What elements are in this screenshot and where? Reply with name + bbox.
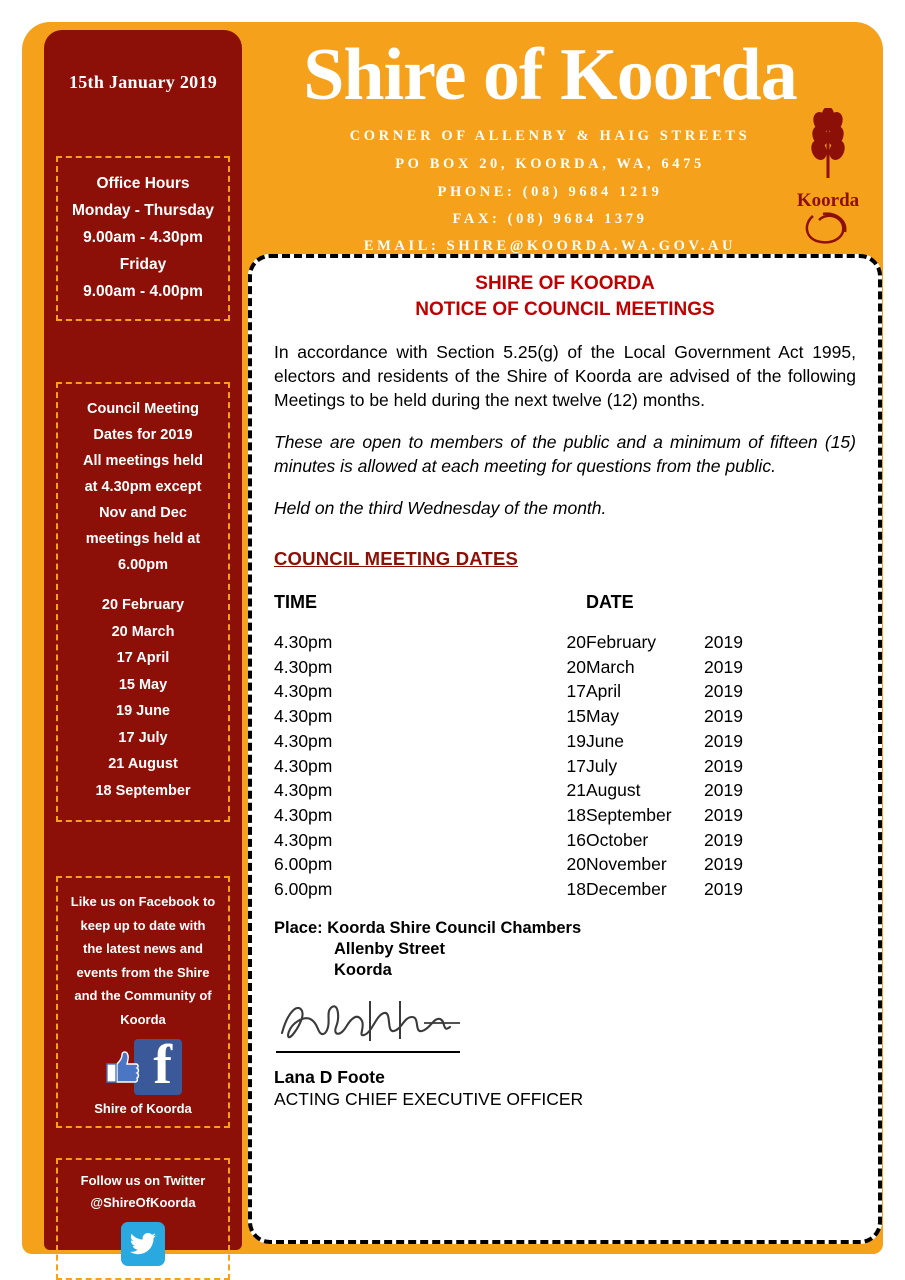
cell-day: 16 bbox=[566, 829, 586, 850]
masthead bbox=[250, 30, 883, 258]
cell-time: 4.30pm bbox=[274, 755, 333, 776]
notice-panel bbox=[248, 254, 882, 1244]
table-row bbox=[274, 704, 856, 729]
cell-month: July bbox=[586, 755, 618, 776]
table-row bbox=[274, 754, 856, 779]
table-row bbox=[274, 679, 856, 704]
facebook-text-line: and the Community of bbox=[74, 988, 212, 1003]
cell-month: March bbox=[586, 656, 635, 677]
cell-day: 19 bbox=[566, 730, 586, 751]
cell-time: 4.30pm bbox=[274, 829, 333, 850]
cell-year: 2019 bbox=[704, 755, 743, 776]
cell-year: 2019 bbox=[704, 879, 743, 900]
cell-year: 2019 bbox=[704, 632, 743, 652]
cell-day: 20 bbox=[566, 854, 586, 875]
cell-time: 6.00pm bbox=[274, 854, 333, 875]
svg-text:Koorda: Koorda bbox=[796, 190, 860, 211]
table-row bbox=[274, 655, 856, 680]
facebook-f-glyph: f bbox=[153, 1034, 172, 1096]
notice-paragraph-1: In accordance with Section 5.25(g) of the Local Government Act 1995, electors and residents of the Shire of Koorda are advised of the following Meetings to be held during the next twelve (12) months. bbox=[274, 342, 856, 410]
office-hours-line: Monday - Thursday bbox=[71, 202, 215, 219]
facebook-page-name: Shire of Koorda bbox=[94, 1101, 192, 1116]
cell-year: 2019 bbox=[704, 656, 743, 677]
office-hours-line: Friday bbox=[119, 256, 167, 273]
meeting-info-line: 6.00pm bbox=[118, 557, 168, 573]
sidebar-meeting-date: 20 February bbox=[101, 597, 185, 613]
cell-month: September bbox=[586, 804, 672, 825]
cell-month: October bbox=[586, 829, 649, 850]
cell-time: 4.30pm bbox=[274, 656, 333, 677]
column-header-date: DATE bbox=[586, 592, 634, 612]
cell-day: 20 bbox=[566, 632, 586, 652]
cell-year: 2019 bbox=[704, 681, 743, 702]
office-hours-line: Office Hours bbox=[96, 175, 190, 192]
phone-line: PHONE: (08) 9684 1219 bbox=[437, 184, 663, 200]
email-line: EMAIL: SHIRE@KOORDA.WA.GOV.AU bbox=[363, 238, 737, 254]
meeting-info-line: All meetings held bbox=[82, 453, 204, 469]
cell-month: February bbox=[586, 632, 657, 652]
signature-block bbox=[274, 993, 856, 1055]
sidebar-meeting-date: 19 June bbox=[116, 703, 170, 719]
cell-month: June bbox=[586, 730, 624, 751]
table-row bbox=[274, 729, 856, 754]
shire-logo bbox=[783, 108, 873, 248]
fax-line: FAX: (08) 9684 1379 bbox=[452, 211, 648, 227]
council-meeting-dates-box bbox=[56, 382, 230, 822]
page-title: Shire of Koorda bbox=[303, 34, 797, 116]
cell-time: 4.30pm bbox=[274, 780, 333, 801]
section-heading: COUNCIL MEETING DATES bbox=[274, 548, 519, 569]
cell-day: 18 bbox=[566, 804, 586, 825]
twitter-handle: @ShireOfKoorda bbox=[90, 1195, 196, 1210]
facebook-text-line: events from the Shire bbox=[76, 964, 210, 980]
place-line-2: Allenby Street bbox=[334, 939, 445, 958]
address-line-2: PO BOX 20, KOORDA, WA, 6475 bbox=[395, 156, 705, 172]
office-hours-line: 9.00am - 4.30pm bbox=[83, 229, 203, 246]
cell-time: 4.30pm bbox=[274, 681, 333, 702]
office-hours-box bbox=[56, 156, 230, 321]
wheat-sheaf-icon bbox=[783, 108, 873, 248]
column-header-time: TIME bbox=[274, 592, 317, 612]
cell-time: 4.30pm bbox=[274, 706, 333, 727]
notice-title-line-2: NOTICE OF COUNCIL MEETINGS bbox=[415, 299, 715, 320]
signature-rule bbox=[276, 1051, 460, 1053]
twitter-icon[interactable] bbox=[121, 1222, 165, 1266]
cell-time: 4.30pm bbox=[274, 632, 333, 652]
notice-title-line-1: SHIRE OF KOORDA bbox=[475, 273, 655, 294]
cell-year: 2019 bbox=[704, 829, 743, 850]
meeting-info-line: Council Meeting bbox=[87, 401, 199, 417]
signatory-name: Lana D Foote bbox=[274, 1066, 385, 1087]
sidebar-meeting-date: 20 March bbox=[111, 623, 175, 640]
thumbs-up-icon bbox=[106, 1051, 140, 1083]
sidebar-meeting-date: 18 September bbox=[95, 782, 191, 799]
cell-day: 17 bbox=[566, 681, 586, 702]
cell-month: November bbox=[586, 854, 667, 875]
issue-date: 15th January 2019 bbox=[68, 72, 218, 92]
cell-month: May bbox=[586, 706, 620, 727]
table-row bbox=[274, 828, 856, 853]
twitter-bird-icon bbox=[121, 1222, 165, 1266]
facebook-text-line: the latest news and bbox=[83, 941, 203, 956]
table-row bbox=[274, 852, 856, 877]
notice-paragraph-2: These are open to members of the public and a minimum of fifteen (15) minutes is allowed at each meeting for questions from the public. bbox=[274, 432, 856, 476]
facebook-icon[interactable] bbox=[104, 1034, 182, 1096]
table-column-headers bbox=[274, 592, 856, 616]
sidebar-meeting-date: 21 August bbox=[108, 756, 178, 772]
twitter-box bbox=[56, 1158, 230, 1280]
cell-month: August bbox=[586, 780, 641, 801]
sidebar-meeting-date: 17 April bbox=[116, 650, 170, 666]
handwritten-signature bbox=[274, 993, 474, 1051]
sidebar bbox=[44, 30, 242, 1250]
sidebar-meeting-date: 15 May bbox=[118, 676, 168, 693]
sidebar-meeting-date: 17 July bbox=[118, 729, 168, 746]
table-row bbox=[274, 877, 856, 902]
cell-time: 4.30pm bbox=[274, 730, 333, 751]
cell-year: 2019 bbox=[704, 804, 743, 825]
cell-month: December bbox=[586, 879, 667, 900]
meeting-info-line: Dates for 2019 bbox=[93, 427, 193, 443]
place-block bbox=[274, 918, 856, 981]
spacer bbox=[64, 578, 222, 592]
facebook-text-line: keep up to date with bbox=[80, 917, 206, 933]
cell-day: 20 bbox=[566, 656, 586, 677]
twitter-text-line: Follow us on Twitter bbox=[80, 1173, 206, 1188]
cell-day: 21 bbox=[566, 780, 586, 801]
place-line-3: Koorda bbox=[334, 960, 392, 979]
meeting-info-line: Nov and Dec bbox=[99, 505, 187, 521]
facebook-text-line: Like us on Facebook to bbox=[70, 894, 216, 909]
table-row bbox=[274, 630, 856, 655]
notice-paragraph-3: Held on the third Wednesday of the month. bbox=[274, 498, 607, 518]
cell-time: 6.00pm bbox=[274, 879, 333, 900]
cell-month: April bbox=[586, 681, 622, 702]
place-line-1: Place: Koorda Shire Council Chambers bbox=[274, 918, 582, 937]
facebook-text-line: Koorda bbox=[120, 1011, 166, 1027]
cell-day: 17 bbox=[566, 755, 586, 776]
meeting-info-line: meetings held at bbox=[85, 531, 201, 547]
office-hours-line: 9.00am - 4.00pm bbox=[83, 283, 203, 300]
cell-year: 2019 bbox=[704, 780, 743, 801]
meeting-info-line: at 4.30pm except bbox=[84, 479, 202, 495]
cell-year: 2019 bbox=[704, 730, 743, 751]
meeting-dates-table bbox=[274, 630, 856, 902]
cell-day: 18 bbox=[566, 879, 586, 900]
table-row bbox=[274, 803, 856, 828]
cell-day: 15 bbox=[566, 706, 586, 727]
table-row bbox=[274, 778, 856, 803]
facebook-box bbox=[56, 876, 230, 1128]
cell-year: 2019 bbox=[704, 706, 743, 727]
cell-year: 2019 bbox=[704, 854, 743, 875]
address-line-1: CORNER OF ALLENBY & HAIG STREETS bbox=[349, 128, 751, 144]
cell-time: 4.30pm bbox=[274, 804, 333, 825]
signatory-role: ACTING CHIEF EXECUTIVE OFFICER bbox=[274, 1088, 584, 1109]
